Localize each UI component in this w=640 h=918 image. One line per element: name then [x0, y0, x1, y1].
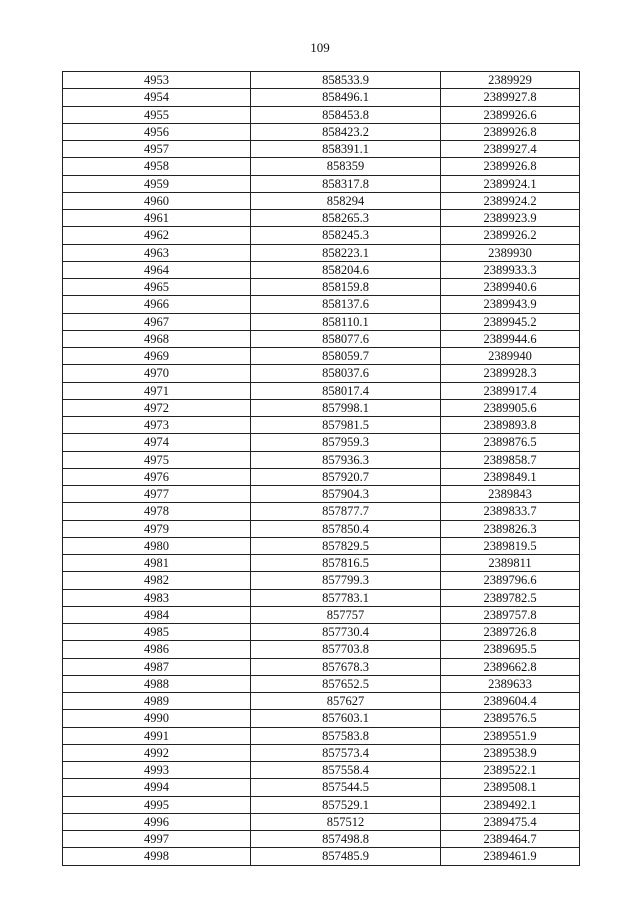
table-row: [63, 468, 580, 485]
y-coordinate-cell: 2389926.2: [441, 227, 580, 244]
y-coordinate-cell: 2389927.8: [441, 89, 580, 106]
x-coordinate-cell: 857583.8: [251, 727, 441, 744]
coordinates-table: [62, 71, 580, 866]
x-coordinate-cell: 858159.8: [251, 279, 441, 296]
y-coordinate-cell: 2389876.5: [441, 434, 580, 451]
table-row: [63, 693, 580, 710]
y-coordinate-cell: 2389927.4: [441, 141, 580, 158]
table-row: [63, 848, 580, 865]
table-row: [63, 348, 580, 365]
table-row: [63, 831, 580, 848]
table-row: [63, 279, 580, 296]
table-row: [63, 555, 580, 572]
y-coordinate-cell: 2389551.9: [441, 727, 580, 744]
table-row: [63, 451, 580, 468]
table-row: [63, 158, 580, 175]
table-row: [63, 365, 580, 382]
point-id-cell: 4968: [63, 330, 251, 347]
table-row: [63, 606, 580, 623]
y-coordinate-cell: 2389917.4: [441, 382, 580, 399]
table-row: [63, 313, 580, 330]
x-coordinate-cell: 858391.1: [251, 141, 441, 158]
point-id-cell: 4995: [63, 796, 251, 813]
y-coordinate-cell: 2389726.8: [441, 624, 580, 641]
point-id-cell: 4974: [63, 434, 251, 451]
x-coordinate-cell: 857544.5: [251, 779, 441, 796]
x-coordinate-cell: 858077.6: [251, 330, 441, 347]
y-coordinate-cell: 2389924.1: [441, 175, 580, 192]
point-id-cell: 4998: [63, 848, 251, 865]
table-row: [63, 624, 580, 641]
x-coordinate-cell: 857850.4: [251, 520, 441, 537]
point-id-cell: 4957: [63, 141, 251, 158]
x-coordinate-cell: 858110.1: [251, 313, 441, 330]
point-id-cell: 4993: [63, 762, 251, 779]
x-coordinate-cell: 857981.5: [251, 417, 441, 434]
x-coordinate-cell: 858533.9: [251, 72, 441, 89]
point-id-cell: 4967: [63, 313, 251, 330]
point-id-cell: 4977: [63, 486, 251, 503]
y-coordinate-cell: 2389923.9: [441, 210, 580, 227]
point-id-cell: 4966: [63, 296, 251, 313]
y-coordinate-cell: 2389475.4: [441, 813, 580, 830]
point-id-cell: 4997: [63, 831, 251, 848]
x-coordinate-cell: 858453.8: [251, 106, 441, 123]
point-id-cell: 4961: [63, 210, 251, 227]
y-coordinate-cell: 2389926.6: [441, 106, 580, 123]
point-id-cell: 4958: [63, 158, 251, 175]
x-coordinate-cell: 857998.1: [251, 399, 441, 416]
point-id-cell: 4970: [63, 365, 251, 382]
y-coordinate-cell: 2389662.8: [441, 658, 580, 675]
x-coordinate-cell: 857877.7: [251, 503, 441, 520]
point-id-cell: 4969: [63, 348, 251, 365]
y-coordinate-cell: 2389811: [441, 555, 580, 572]
x-coordinate-cell: 857529.1: [251, 796, 441, 813]
point-id-cell: 4973: [63, 417, 251, 434]
x-coordinate-cell: 858317.8: [251, 175, 441, 192]
x-coordinate-cell: 857936.3: [251, 451, 441, 468]
table-row: [63, 675, 580, 692]
x-coordinate-cell: 858245.3: [251, 227, 441, 244]
point-id-cell: 4972: [63, 399, 251, 416]
x-coordinate-cell: 857603.1: [251, 710, 441, 727]
x-coordinate-cell: 858496.1: [251, 89, 441, 106]
point-id-cell: 4963: [63, 244, 251, 261]
x-coordinate-cell: 857904.3: [251, 486, 441, 503]
y-coordinate-cell: 2389826.3: [441, 520, 580, 537]
y-coordinate-cell: 2389940: [441, 348, 580, 365]
x-coordinate-cell: 857703.8: [251, 641, 441, 658]
table-row: [63, 434, 580, 451]
x-coordinate-cell: 857829.5: [251, 537, 441, 554]
y-coordinate-cell: 2389604.4: [441, 693, 580, 710]
point-id-cell: 4991: [63, 727, 251, 744]
coordinates-table-body: [63, 72, 580, 866]
x-coordinate-cell: 857512: [251, 813, 441, 830]
y-coordinate-cell: 2389924.2: [441, 192, 580, 209]
table-row: [63, 486, 580, 503]
point-id-cell: 4980: [63, 537, 251, 554]
x-coordinate-cell: 858037.6: [251, 365, 441, 382]
point-id-cell: 4996: [63, 813, 251, 830]
table-row: [63, 744, 580, 761]
y-coordinate-cell: 2389929: [441, 72, 580, 89]
point-id-cell: 4962: [63, 227, 251, 244]
table-row: [63, 227, 580, 244]
point-id-cell: 4983: [63, 589, 251, 606]
table-row: [63, 72, 580, 89]
table-row: [63, 710, 580, 727]
x-coordinate-cell: 857558.4: [251, 762, 441, 779]
y-coordinate-cell: 2389905.6: [441, 399, 580, 416]
table-row: [63, 727, 580, 744]
point-id-cell: 4990: [63, 710, 251, 727]
x-coordinate-cell: 857816.5: [251, 555, 441, 572]
y-coordinate-cell: 2389538.9: [441, 744, 580, 761]
table-row: [63, 641, 580, 658]
x-coordinate-cell: 857920.7: [251, 468, 441, 485]
table-row: [63, 796, 580, 813]
y-coordinate-cell: 2389633: [441, 675, 580, 692]
point-id-cell: 4988: [63, 675, 251, 692]
x-coordinate-cell: 858265.3: [251, 210, 441, 227]
x-coordinate-cell: 857757: [251, 606, 441, 623]
table-row: [63, 175, 580, 192]
table-row: [63, 210, 580, 227]
x-coordinate-cell: 858223.1: [251, 244, 441, 261]
table-row: [63, 537, 580, 554]
table-row: [63, 762, 580, 779]
table-row: [63, 520, 580, 537]
y-coordinate-cell: 2389930: [441, 244, 580, 261]
table-row: [63, 417, 580, 434]
table-row: [63, 572, 580, 589]
point-id-cell: 4982: [63, 572, 251, 589]
table-row: [63, 244, 580, 261]
point-id-cell: 4981: [63, 555, 251, 572]
x-coordinate-cell: 857730.4: [251, 624, 441, 641]
x-coordinate-cell: 858359: [251, 158, 441, 175]
table-row: [63, 779, 580, 796]
y-coordinate-cell: 2389926.8: [441, 158, 580, 175]
table-row: [63, 192, 580, 209]
table-row: [63, 658, 580, 675]
point-id-cell: 4989: [63, 693, 251, 710]
page-number: 109: [310, 40, 330, 55]
y-coordinate-cell: 2389943.9: [441, 296, 580, 313]
point-id-cell: 4992: [63, 744, 251, 761]
x-coordinate-cell: 858423.2: [251, 123, 441, 140]
table-row: [63, 503, 580, 520]
point-id-cell: 4978: [63, 503, 251, 520]
table-row: [63, 123, 580, 140]
y-coordinate-cell: 2389522.1: [441, 762, 580, 779]
y-coordinate-cell: 2389858.7: [441, 451, 580, 468]
y-coordinate-cell: 2389757.8: [441, 606, 580, 623]
y-coordinate-cell: 2389940.6: [441, 279, 580, 296]
x-coordinate-cell: 857783.1: [251, 589, 441, 606]
y-coordinate-cell: 2389926.8: [441, 123, 580, 140]
x-coordinate-cell: 857627: [251, 693, 441, 710]
table-row: [63, 589, 580, 606]
x-coordinate-cell: 858204.6: [251, 261, 441, 278]
table-row: [63, 399, 580, 416]
x-coordinate-cell: 857652.5: [251, 675, 441, 692]
y-coordinate-cell: 2389508.1: [441, 779, 580, 796]
y-coordinate-cell: 2389849.1: [441, 468, 580, 485]
x-coordinate-cell: 857573.4: [251, 744, 441, 761]
y-coordinate-cell: 2389928.3: [441, 365, 580, 382]
y-coordinate-cell: 2389945.2: [441, 313, 580, 330]
point-id-cell: 4976: [63, 468, 251, 485]
y-coordinate-cell: 2389782.5: [441, 589, 580, 606]
point-id-cell: 4959: [63, 175, 251, 192]
x-coordinate-cell: 858017.4: [251, 382, 441, 399]
y-coordinate-cell: 2389819.5: [441, 537, 580, 554]
point-id-cell: 4953: [63, 72, 251, 89]
point-id-cell: 4975: [63, 451, 251, 468]
point-id-cell: 4987: [63, 658, 251, 675]
x-coordinate-cell: 857799.3: [251, 572, 441, 589]
x-coordinate-cell: 857959.3: [251, 434, 441, 451]
point-id-cell: 4979: [63, 520, 251, 537]
point-id-cell: 4985: [63, 624, 251, 641]
y-coordinate-cell: 2389944.6: [441, 330, 580, 347]
y-coordinate-cell: 2389843: [441, 486, 580, 503]
table-row: [63, 382, 580, 399]
point-id-cell: 4965: [63, 279, 251, 296]
point-id-cell: 4956: [63, 123, 251, 140]
table-row: [63, 141, 580, 158]
table-row: [63, 261, 580, 278]
point-id-cell: 4971: [63, 382, 251, 399]
point-id-cell: 4954: [63, 89, 251, 106]
table-row: [63, 296, 580, 313]
point-id-cell: 4984: [63, 606, 251, 623]
y-coordinate-cell: 2389833.7: [441, 503, 580, 520]
table-row: [63, 89, 580, 106]
table-row: [63, 330, 580, 347]
table-row: [63, 813, 580, 830]
y-coordinate-cell: 2389796.6: [441, 572, 580, 589]
x-coordinate-cell: 857498.8: [251, 831, 441, 848]
y-coordinate-cell: 2389576.5: [441, 710, 580, 727]
y-coordinate-cell: 2389893.8: [441, 417, 580, 434]
y-coordinate-cell: 2389933.3: [441, 261, 580, 278]
x-coordinate-cell: 858294: [251, 192, 441, 209]
y-coordinate-cell: 2389492.1: [441, 796, 580, 813]
point-id-cell: 4964: [63, 261, 251, 278]
point-id-cell: 4986: [63, 641, 251, 658]
y-coordinate-cell: 2389461.9: [441, 848, 580, 865]
x-coordinate-cell: 858137.6: [251, 296, 441, 313]
y-coordinate-cell: 2389464.7: [441, 831, 580, 848]
y-coordinate-cell: 2389695.5: [441, 641, 580, 658]
point-id-cell: 4955: [63, 106, 251, 123]
x-coordinate-cell: 857678.3: [251, 658, 441, 675]
table-row: [63, 106, 580, 123]
point-id-cell: 4960: [63, 192, 251, 209]
x-coordinate-cell: 858059.7: [251, 348, 441, 365]
point-id-cell: 4994: [63, 779, 251, 796]
x-coordinate-cell: 857485.9: [251, 848, 441, 865]
